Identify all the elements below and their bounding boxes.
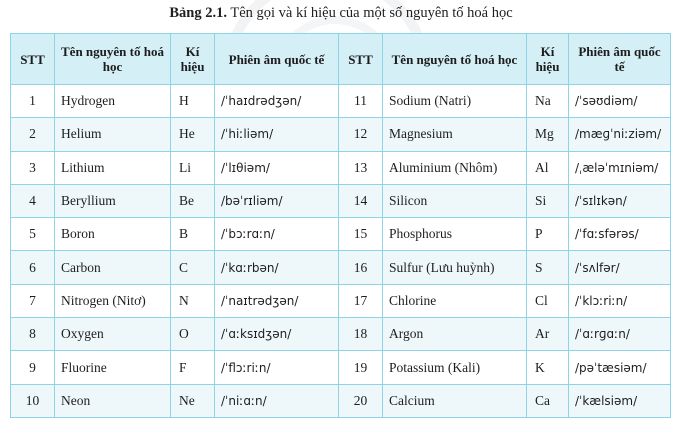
element-name-cell: Nitrogen (Nitơ) [55,284,171,317]
table-row [11,284,671,317]
symbol-cell: Na [527,85,569,118]
pronunciation-cell: /pəˈtæsiəm/ [569,351,671,384]
table-row [11,318,671,351]
element-name-cell: Hydrogen [55,85,171,118]
element-name-cell: Oxygen [55,318,171,351]
header-element-name: Tên nguyên tố hoá học [55,34,171,85]
symbol-cell: B [171,218,215,251]
element-name-cell: Carbon [55,251,171,284]
stt-cell: 9 [11,351,55,384]
symbol-cell: H [171,85,215,118]
pronunciation-cell: /ˈklɔːriːn/ [569,284,671,317]
stt-cell: 4 [11,184,55,217]
symbol-cell: Ne [171,384,215,417]
caption-text: Tên gọi và kí hiệu của một số nguyên tố hoá học [230,5,513,21]
pronunciation-cell: /ˈɑːrɡɑːn/ [569,318,671,351]
symbol-cell: S [527,251,569,284]
pronunciation-cell: /ˈbɔːrɑːn/ [215,218,339,251]
symbol-cell: K [527,351,569,384]
pronunciation-cell: /mæɡˈniːziəm/ [569,118,671,151]
symbol-cell: Be [171,184,215,217]
header-element-name: Tên nguyên tố hoá học [383,34,527,85]
stt-cell: 15 [339,218,383,251]
table-caption [0,5,682,22]
stt-cell: 5 [11,218,55,251]
symbol-cell: O [171,318,215,351]
table-body [11,85,671,418]
symbol-cell: He [171,118,215,151]
symbol-cell: Li [171,151,215,184]
table-row [11,218,671,251]
pronunciation-cell: /ˈhiːliəm/ [215,118,339,151]
element-name-cell: Silicon [383,184,527,217]
header-stt: STT [11,34,55,85]
header-pronunciation: Phiên âm quốc tế [569,34,671,85]
symbol-cell: N [171,284,215,317]
stt-cell: 14 [339,184,383,217]
table-header [11,34,671,85]
element-name-cell: Sodium (Natri) [383,85,527,118]
element-name-cell: Chlorine [383,284,527,317]
pronunciation-cell: /ˈsəʊdiəm/ [569,85,671,118]
stt-cell: 19 [339,351,383,384]
element-name-cell: Argon [383,318,527,351]
element-name-cell: Neon [55,384,171,417]
pronunciation-cell: /ˈflɔːriːn/ [215,351,339,384]
symbol-cell: F [171,351,215,384]
stt-cell: 6 [11,251,55,284]
element-name-cell: Aluminium (Nhôm) [383,151,527,184]
header-row [11,34,671,85]
table-row [11,151,671,184]
table-row [11,118,671,151]
element-name-cell: Phosphorus [383,218,527,251]
pronunciation-cell: /ˈlɪθiəm/ [215,151,339,184]
element-name-cell: Magnesium [383,118,527,151]
pronunciation-cell: /ˈfɑːsfərəs/ [569,218,671,251]
symbol-cell: Al [527,151,569,184]
symbol-cell: Ca [527,384,569,417]
element-name-cell: Beryllium [55,184,171,217]
stt-cell: 1 [11,85,55,118]
stt-cell: 13 [339,151,383,184]
table-row [11,251,671,284]
symbol-cell: P [527,218,569,251]
stt-cell: 18 [339,318,383,351]
caption-label: Bảng 2.1. [169,5,227,21]
symbol-cell: Cl [527,284,569,317]
pronunciation-cell: /ˈkɑːrbən/ [215,251,339,284]
header-symbol: Kí hiệu [527,34,569,85]
pronunciation-cell: /ˈɑːksɪdʒən/ [215,318,339,351]
symbol-cell: Ar [527,318,569,351]
pronunciation-cell: /ˌæləˈmɪniəm/ [569,151,671,184]
header-pronunciation: Phiên âm quốc tế [215,34,339,85]
pronunciation-cell: /ˈniːɑːn/ [215,384,339,417]
header-stt: STT [339,34,383,85]
symbol-cell: C [171,251,215,284]
pronunciation-cell: /ˈkælsiəm/ [569,384,671,417]
element-name-cell: Lithium [55,151,171,184]
symbol-cell: Si [527,184,569,217]
pronunciation-cell: /bəˈrɪliəm/ [215,184,339,217]
pronunciation-cell: /ˈsʌlfər/ [569,251,671,284]
element-name-cell: Calcium [383,384,527,417]
element-name-cell: Potassium (Kali) [383,351,527,384]
table-row [11,85,671,118]
element-name-cell: Helium [55,118,171,151]
stt-cell: 12 [339,118,383,151]
stt-cell: 16 [339,251,383,284]
pronunciation-cell: /ˈnaɪtrədʒən/ [215,284,339,317]
stt-cell: 3 [11,151,55,184]
element-name-cell: Fluorine [55,351,171,384]
symbol-cell: Mg [527,118,569,151]
header-symbol: Kí hiệu [171,34,215,85]
stt-cell: 10 [11,384,55,417]
stt-cell: 7 [11,284,55,317]
stt-cell: 20 [339,384,383,417]
table-row [11,351,671,384]
table-row [11,384,671,417]
table-row [11,184,671,217]
pronunciation-cell: /ˈhaɪdrədʒən/ [215,85,339,118]
stt-cell: 11 [339,85,383,118]
stt-cell: 17 [339,284,383,317]
element-name-cell: Sulfur (Lưu huỳnh) [383,251,527,284]
stt-cell: 8 [11,318,55,351]
element-name-cell: Boron [55,218,171,251]
pronunciation-cell: /ˈsɪlɪkən/ [569,184,671,217]
stt-cell: 2 [11,118,55,151]
elements-table [10,33,671,418]
